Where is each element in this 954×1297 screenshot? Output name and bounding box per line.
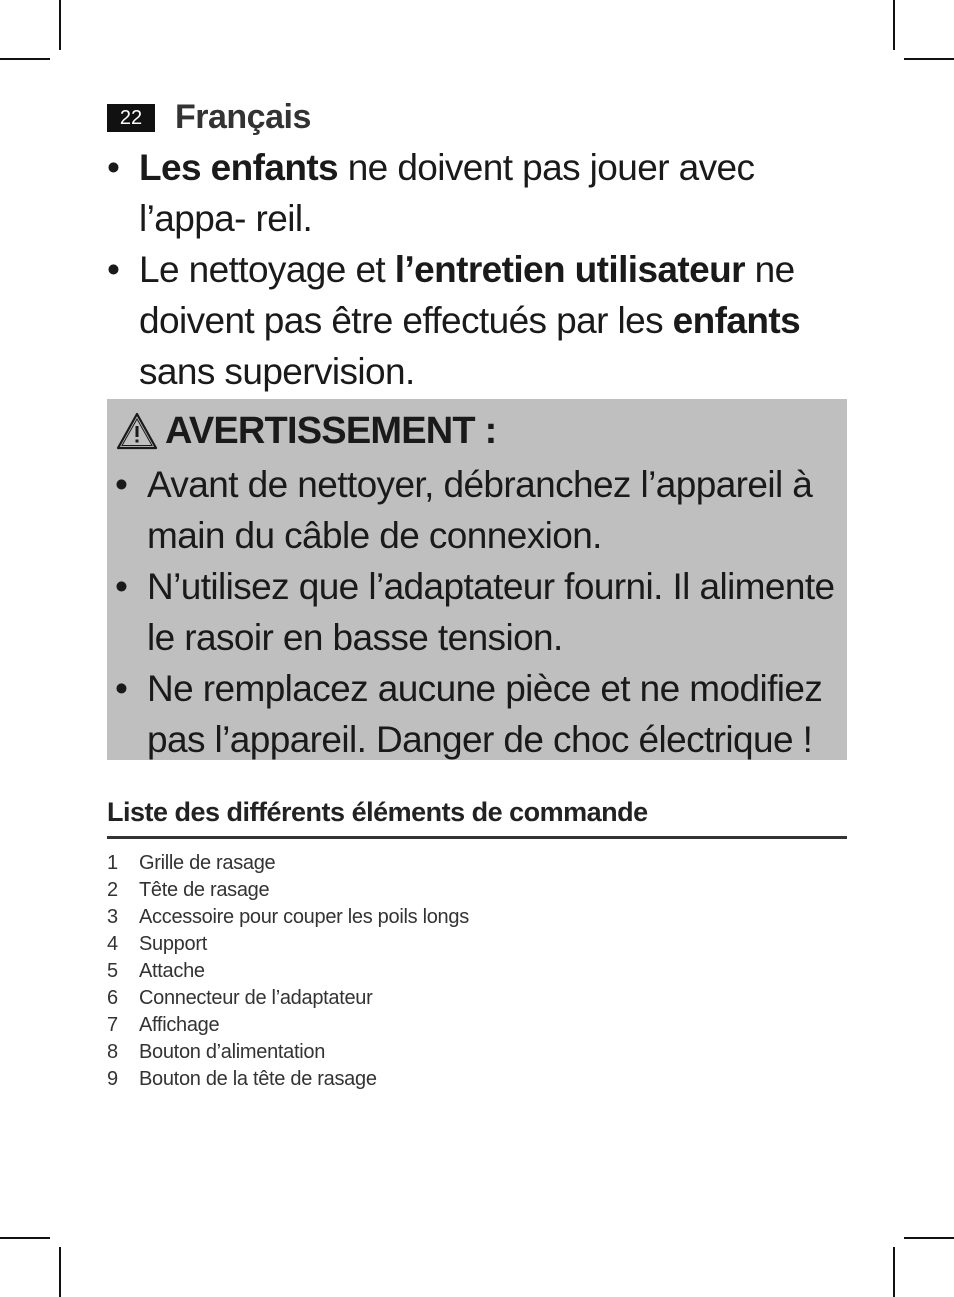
item-label: Connecteur de l’adaptateur: [139, 987, 373, 1009]
crop-mark: [59, 1247, 61, 1297]
intro-bullets: [107, 142, 852, 397]
controls-section-title: Liste des différents éléments de commande: [107, 797, 847, 839]
controls-list: [107, 850, 847, 1093]
language-heading: Français: [175, 98, 311, 136]
list-item: [107, 877, 847, 904]
item-label: Grille de rasage: [139, 852, 276, 874]
bold-text: l’entretien utilisateur: [394, 249, 745, 290]
list-item: [107, 1066, 847, 1093]
list-item: [107, 1039, 847, 1066]
item-number: 2: [107, 879, 118, 901]
bullet-dot: •: [115, 566, 128, 607]
bullet-dot: •: [107, 249, 120, 290]
list-item: [107, 850, 847, 877]
page-number-badge: 22: [107, 104, 155, 132]
item-label: Accessoire pour couper les poils longs: [139, 906, 469, 928]
body-text: sans supervision.: [139, 351, 415, 392]
item-number: 5: [107, 960, 118, 982]
crop-mark: [0, 1237, 50, 1239]
item-label: Bouton d’alimentation: [139, 1041, 326, 1063]
item-number: 8: [107, 1041, 118, 1063]
item-number: 6: [107, 987, 118, 1009]
body-text: ne doivent pas jouer avec l’appa- reil.: [139, 147, 755, 239]
warning-triangle-icon: [115, 411, 159, 451]
crop-mark: [904, 58, 954, 60]
list-item: [107, 958, 847, 985]
list-item: [107, 1012, 847, 1039]
item-number: 1: [107, 852, 118, 874]
item-number: 9: [107, 1068, 118, 1090]
warning-item: • Avant de nettoyer, débranchez l’appareil à main du câble de connexion.: [115, 459, 837, 561]
intro-bullet: [107, 244, 852, 397]
item-label: Bouton de la tête de rasage: [139, 1068, 377, 1090]
page-header: [107, 98, 311, 137]
item-label: Affichage: [139, 1014, 220, 1036]
crop-mark: [59, 0, 61, 50]
bold-text: Les enfants: [139, 147, 339, 188]
bold-text: enfants: [672, 300, 801, 341]
item-number: 4: [107, 933, 118, 955]
item-label: Support: [139, 933, 207, 955]
list-item: [107, 904, 847, 931]
item-label: Tête de rasage: [139, 879, 270, 901]
crop-mark: [893, 0, 895, 50]
list-item: [107, 985, 847, 1012]
body-text: Le nettoyage et: [139, 249, 395, 290]
item-number: 3: [107, 906, 118, 928]
bullet-dot: •: [115, 464, 128, 505]
warning-item: • Ne remplacez aucune pièce et ne modifiez pas l’appareil. Danger de choc électrique !: [115, 663, 837, 765]
body-text: ne doivent pas être effectués par les: [139, 249, 795, 341]
item-label: Attache: [139, 960, 205, 982]
intro-bullet: [107, 142, 852, 244]
warning-box: [107, 399, 847, 760]
warning-heading: AVERTISSEMENT :: [165, 409, 497, 452]
list-item: [107, 931, 847, 958]
warning-title: [115, 403, 837, 459]
crop-mark: [0, 58, 50, 60]
bullet-dot: •: [115, 668, 128, 709]
bullet-dot: •: [107, 147, 120, 188]
crop-mark: [893, 1247, 895, 1297]
item-number: 7: [107, 1014, 118, 1036]
warning-item: • N’utilisez que l’adaptateur fourni. Il alimente le rasoir en basse tension.: [115, 561, 837, 663]
crop-mark: [904, 1237, 954, 1239]
